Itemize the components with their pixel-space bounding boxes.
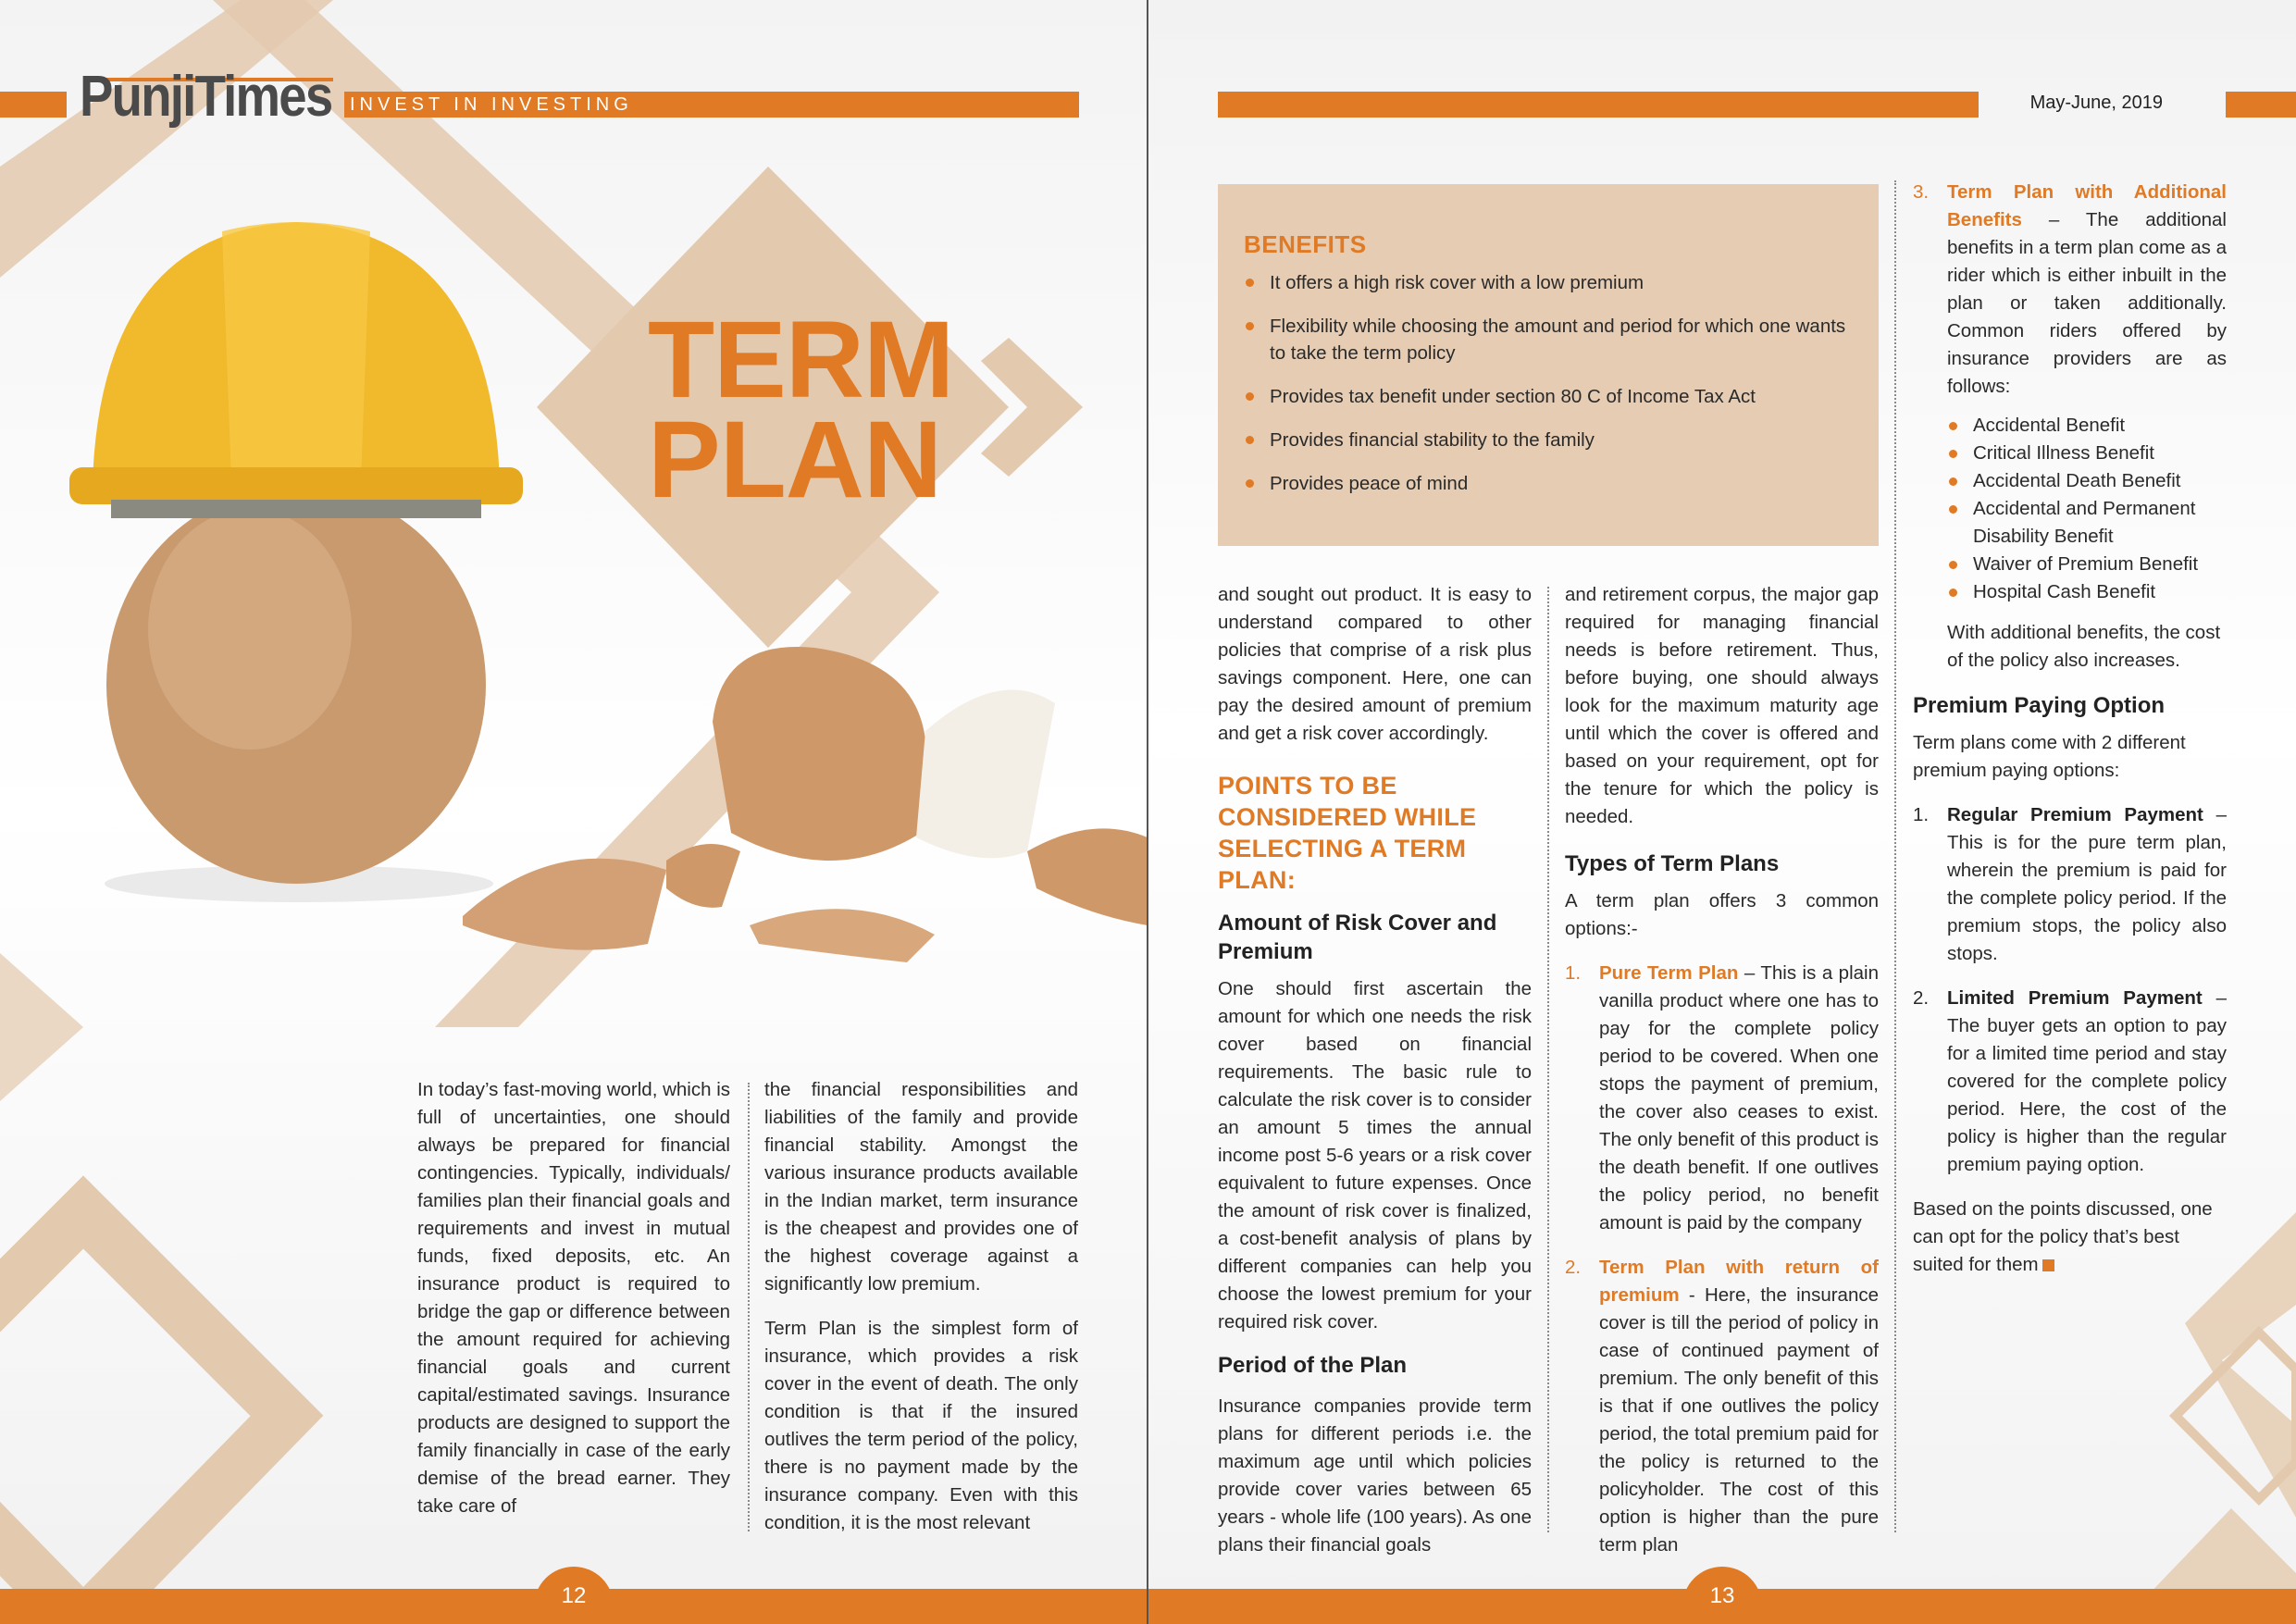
body-paragraph: A term plan offers 3 common options:- — [1565, 890, 1879, 939]
page-title — [648, 299, 954, 521]
rider-item: Accidental Benefit — [1947, 412, 2227, 440]
left-column-1 — [417, 1076, 730, 1520]
body-paragraph: Term Plan is the simplest form of insurance, which provides a risk cover in the event of death. The only condition is that if the insured outlives the term period of the policy, there is no payment made by the insurance company. Even with this condition, it is the most relevant — [764, 1318, 1078, 1533]
right-page — [1148, 0, 2296, 1624]
right-column-3 — [1913, 179, 2227, 1279]
bullet-icon — [1949, 422, 1957, 430]
benefit-item: Flexibility while choosing the amount and period for which one wants to take the term policy — [1244, 313, 1855, 366]
column-divider — [1894, 180, 1896, 1532]
types-heading: Types of Term Plans — [1565, 851, 1780, 876]
rider-item: Accidental Death Benefit — [1947, 467, 2227, 495]
rider-item: Critical Illness Benefit — [1947, 440, 2227, 467]
bullet-icon — [1246, 279, 1254, 287]
benefits-heading: BENEFITS — [1244, 230, 1367, 258]
end-mark-icon — [2042, 1259, 2054, 1271]
benefit-item: It offers a high risk cover with a low premium — [1244, 269, 1855, 296]
period-heading: Period of the Plan — [1218, 1353, 1408, 1378]
benefit-item: Provides financial stability to the family — [1244, 427, 1855, 453]
list-item: 1. Pure Term Plan – This is a plain vanilla product where one has to pay for the complete policy period to be covered. When one stops the payment of premium, the cover also ceases to exist. The only benefit of this product is the death benefit. If one outlives the policy period, no benefit amount is paid by the company — [1565, 962, 1879, 1233]
body-paragraph: One should first ascertain the amount for which one needs the risk cover based on financial requirements. The basic rule to calculate the risk cover is to consider an amount 5 times the annual income post 5-6 years or a risk cover equivalent to future expenses. Once the amount of risk cover is finalized, a cost-benefit analysis of plans by different companies can help you choose the lowest premium for your required risk cover. — [1218, 978, 1532, 1333]
page-number: 12 — [534, 1567, 614, 1624]
header-bar-end — [2226, 92, 2296, 118]
body-paragraph: the financial responsibilities and liabilities of the family and provide financial stability. Amongst the various insurance products available in the Indian market, term insurance is the cheapest and provides one of the highest coverage against a significantly low premium. — [764, 1079, 1078, 1295]
bullet-icon — [1246, 436, 1254, 444]
bullet-icon — [1949, 477, 1957, 486]
column-divider — [748, 1083, 750, 1531]
header-bar-left — [0, 92, 67, 118]
points-heading: POINTS TO BE CONSIDERED WHILE SELECTING A TERM PLAN: — [1218, 772, 1477, 894]
list-item: 2. Limited Premium Payment – The buyer gets an option to pay for a limited time period and stay covered for the complete policy period. Here, the cost of the policy is higher than the regular premium paying option. — [1913, 987, 2227, 1175]
premium-options-list — [1913, 801, 2227, 1179]
rider-item: Accidental and Permanent Disability Benefit — [1947, 495, 2227, 551]
benefit-item: Provides tax benefit under section 80 C of Income Tax Act — [1244, 383, 1855, 410]
header-bar-right — [1218, 92, 1979, 118]
list-item: 2. Term Plan with return of premium - Here, the insurance cover is till the period of policy in case of continued payment of premium. The only benefit of this is that if one outlives the policy period, the total premium paid for the policy is returned to the policyholder. The cost of this option is higher than the pure term plan — [1565, 1257, 1879, 1556]
left-column-2 — [764, 1076, 1078, 1537]
tagline: INVEST IN INVESTING — [350, 94, 633, 115]
benefits-list — [1244, 269, 1855, 514]
rider-item: Waiver of Premium Benefit — [1947, 551, 2227, 578]
riders-list — [1947, 412, 2227, 606]
logo-text: PunjiTimes — [80, 65, 332, 129]
list-item: 1. Regular Premium Payment – This is for the pure term plan, wherein the premium is paid for the complete policy period. If the premium stops, the policy also stops. — [1913, 804, 2227, 964]
right-column-2 — [1565, 581, 1879, 1559]
body-paragraph: Term plans come with 2 different premium paying options: — [1913, 732, 2186, 781]
bullet-icon — [1949, 505, 1957, 514]
bullet-icon — [1246, 392, 1254, 401]
premium-heading: Premium Paying Option — [1913, 693, 2166, 718]
body-paragraph: and retirement corpus, the major gap required for managing financial needs is before retirement. Thus, before buying, one should always look for the maximum maturity age until which the cover is offered and based on your requirement, opt for the tenure for which the policy is needed. — [1565, 584, 1879, 827]
logo — [80, 65, 366, 130]
rider-item: Hospital Cash Benefit — [1947, 578, 2227, 606]
body-paragraph: With additional benefits, the cost of the policy also increases. — [1947, 622, 2221, 671]
term-plan-types-list-cont — [1913, 179, 2227, 401]
risk-cover-heading: Amount of Risk Cover and Premium — [1218, 911, 1497, 964]
issue-date: May-June, 2019 — [2029, 93, 2163, 113]
bullet-icon — [1949, 450, 1957, 458]
bullet-icon — [1246, 322, 1254, 330]
hard-hat-egg-image — [69, 222, 523, 902]
term-plan-types-list — [1565, 960, 1879, 1559]
broken-eggshell-image — [463, 647, 1148, 962]
list-item: 3. Term Plan with Additional Benefits – The additional benefits in a term plan come as a rider which is either inbuilt in the plan or taken additionally. Common riders offered by insurance providers are as follows: — [1913, 181, 2227, 397]
right-column-1 — [1218, 581, 1532, 1559]
closing-paragraph: Based on the points discussed, one can opt for the policy that’s best suited for them — [1913, 1198, 2213, 1275]
column-divider — [1547, 587, 1549, 1532]
bullet-icon — [1949, 589, 1957, 597]
page-number: 13 — [1682, 1567, 1762, 1624]
body-paragraph: In today’s fast-moving world, which is full of uncertainties, one should always be prepared for financial contingencies. Typically, individuals/ families plan their financial goals and requirements and invest in mutual funds, fixed deposits, etc. An insurance product is required to bridge the gap or difference between the amount required for achieving financial goals and current capital/estimated savings. Insurance products are designed to support the family financially in case of the early demise of the bread earner. They take care of — [417, 1079, 731, 1517]
bullet-icon — [1246, 479, 1254, 488]
bullet-icon — [1949, 561, 1957, 569]
title-line-1: TERM — [648, 299, 954, 421]
benefit-item: Provides peace of mind — [1244, 470, 1855, 497]
title-line-2: PLAN — [648, 399, 942, 521]
body-paragraph: and sought out product. It is easy to understand compared to other policies that comprise of a risk plus savings component. Here, one can pay the desired amount of premium and get a risk cover accordingly. — [1218, 584, 1532, 744]
body-paragraph: Insurance companies provide term plans for different periods i.e. the maximum age until which policies provide cover varies between 65 years - whole life (100 years). As one plans their financial goals — [1218, 1395, 1532, 1556]
benefits-box — [1218, 184, 1879, 546]
